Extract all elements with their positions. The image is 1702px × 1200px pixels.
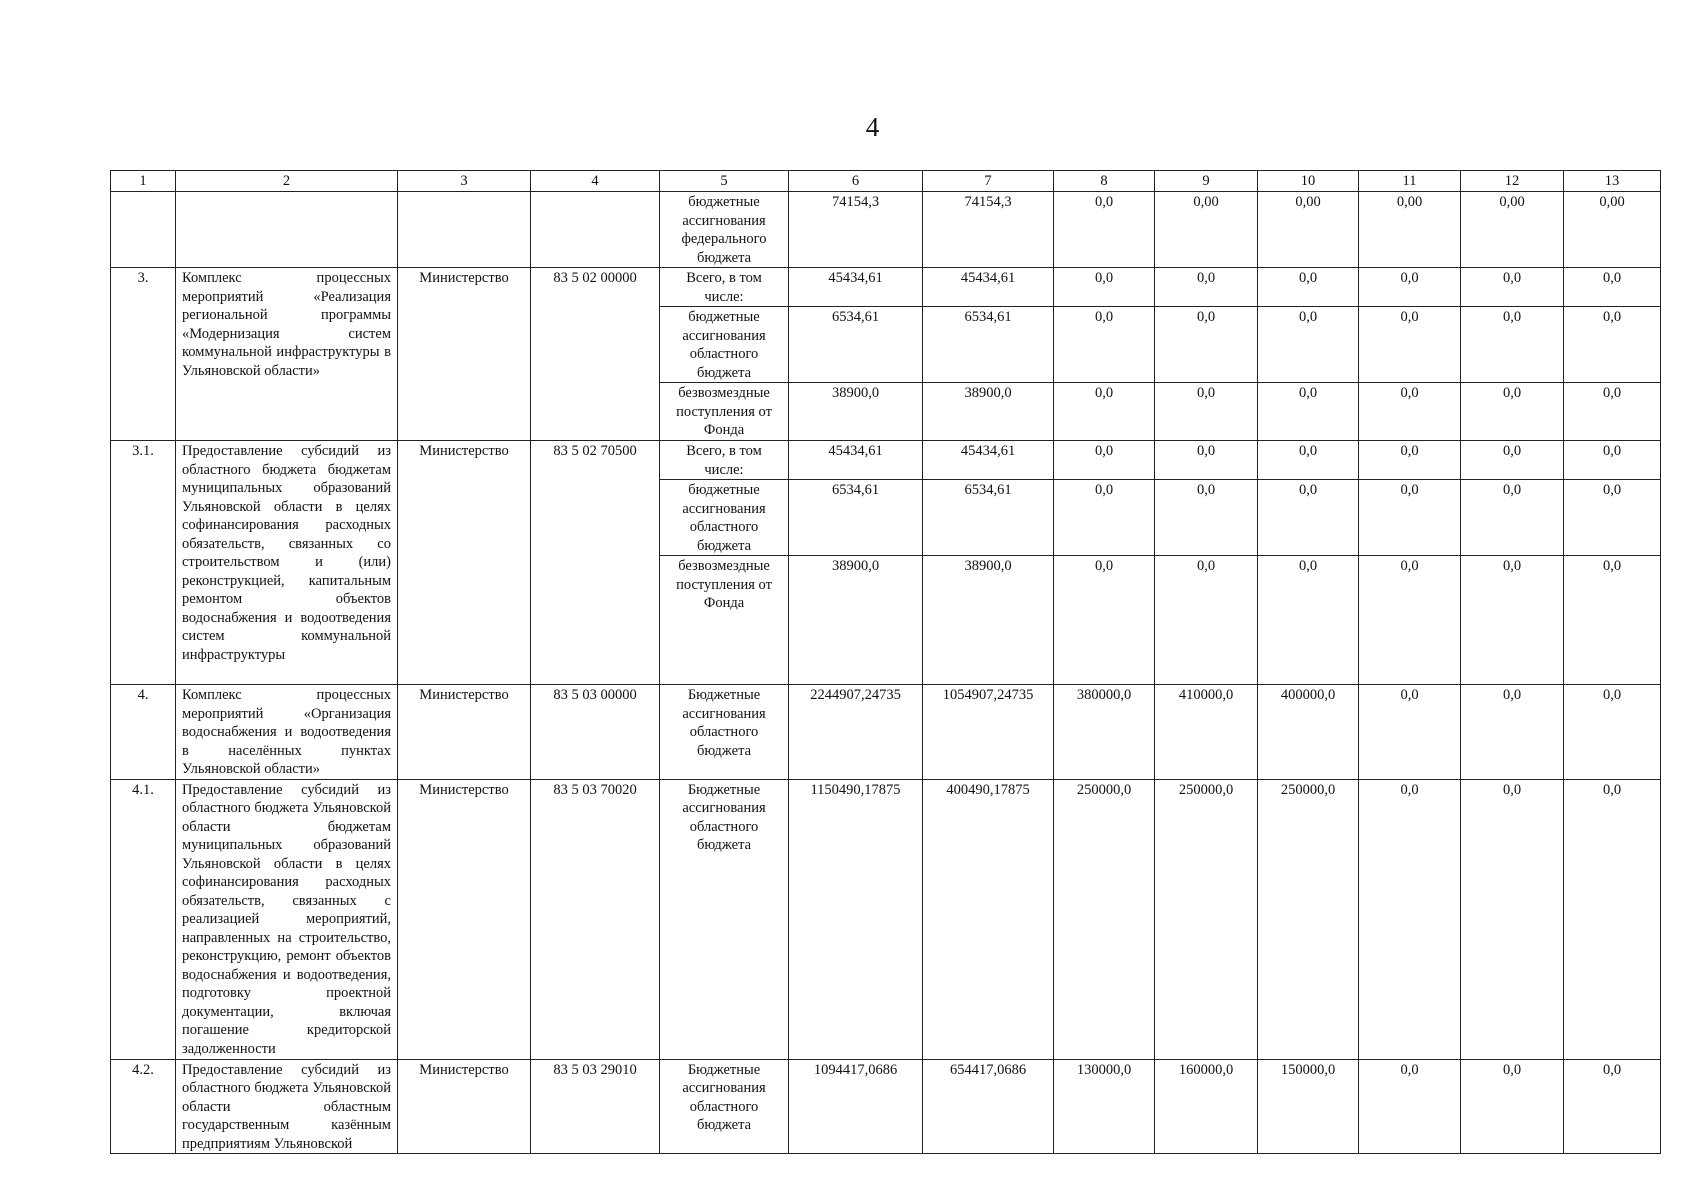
item-name: Предоставление субсидий из областного бюджета Ульяновской области областным государственным казённым предприятиям Ульяновской [176,1059,398,1154]
table-row [111,192,1661,268]
funding-source: бюджетные ассигнования федерального бюджета [660,192,789,268]
item-name: Предоставление субсидий из областного бюджета Ульяновской области бюджетам муниципальных образований Ульяновской области в целях софинансирования расходных обязательств, связанных с реализацией мероприятий, направленных на строительство, реконструкцию, ремонт объектов водоснабжения и водоотведения, подготовку проектной документации, включая погашение кредиторской задолженности [176,779,398,1059]
value-cell: 0,0 [1359,779,1461,1059]
value-cell: 0,00 [1258,192,1359,268]
value-cell: 0,0 [1054,307,1155,383]
value-cell: 0,0 [1054,556,1155,685]
budget-code: 83 5 02 00000 [531,268,660,441]
value-cell: 0,0 [1564,441,1661,480]
value-cell: 0,0 [1461,307,1564,383]
responsible: Министерство [398,441,531,685]
value-cell: 1054907,24735 [923,685,1054,780]
value-cell: 0,00 [1359,192,1461,268]
column-number: 9 [1155,171,1258,192]
value-cell: 45434,61 [789,268,923,307]
table-row [111,1059,1661,1154]
value-cell: 0,0 [1564,307,1661,383]
value-cell: 400490,17875 [923,779,1054,1059]
value-cell: 6534,61 [789,480,923,556]
value-cell: 0,0 [1461,383,1564,441]
value-cell: 654417,0686 [923,1059,1054,1154]
value-cell: 0,0 [1564,556,1661,685]
value-cell: 0,0 [1258,383,1359,441]
value-cell: 0,0 [1054,192,1155,268]
value-cell: 0,00 [1564,192,1661,268]
value-cell: 0,0 [1564,268,1661,307]
value-cell: 0,0 [1155,383,1258,441]
responsible: Министерство [398,1059,531,1154]
value-cell: 0,0 [1258,441,1359,480]
budget-table [110,170,1661,1154]
funding-source: Бюджетные ассигнования областного бюджета [660,1059,789,1154]
value-cell: 0,0 [1155,441,1258,480]
value-cell: 0,0 [1359,383,1461,441]
value-cell: 250000,0 [1054,779,1155,1059]
value-cell: 0,0 [1461,556,1564,685]
value-cell: 74154,3 [923,192,1054,268]
value-cell: 130000,0 [1054,1059,1155,1154]
funding-source: безвозмездные поступления от Фонда [660,383,789,441]
value-cell: 0,0 [1564,779,1661,1059]
page-number: 4 [865,112,880,142]
value-cell: 45434,61 [923,268,1054,307]
value-cell: 6534,61 [923,480,1054,556]
value-cell: 0,0 [1564,1059,1661,1154]
item-number: 3.1. [111,441,176,685]
value-cell: 0,0 [1054,480,1155,556]
item-name: Комплекс процессных мероприятий «Организация водоснабжения и водоотведения в населённых пунктах Ульяновской области» [176,685,398,780]
value-cell: 0,0 [1258,556,1359,685]
funding-source: бюджетные ассигнования областного бюджета [660,480,789,556]
item-number: 4.2. [111,1059,176,1154]
budget-code: 83 5 03 00000 [531,685,660,780]
value-cell: 410000,0 [1155,685,1258,780]
funding-source: безвозмездные поступления от Фонда [660,556,789,685]
item-number: 4. [111,685,176,780]
value-cell: 0,0 [1359,556,1461,685]
value-cell: 45434,61 [923,441,1054,480]
responsible: Министерство [398,685,531,780]
value-cell: 1150490,17875 [789,779,923,1059]
value-cell: 6534,61 [923,307,1054,383]
value-cell: 0,0 [1258,480,1359,556]
responsible: Министерство [398,268,531,441]
item-number: 3. [111,268,176,441]
value-cell: 0,0 [1359,685,1461,780]
item-name: Комплекс процессных мероприятий «Реализация региональной программы «Модернизация систем коммунальной инфраструктуры в Ульяновской области» [176,268,398,441]
funding-source: Бюджетные ассигнования областного бюджета [660,685,789,780]
column-number: 6 [789,171,923,192]
value-cell: 45434,61 [789,441,923,480]
value-cell: 0,0 [1359,1059,1461,1154]
item-number: 4.1. [111,779,176,1059]
column-number: 12 [1461,171,1564,192]
value-cell: 0,0 [1461,441,1564,480]
value-cell: 0,00 [1155,192,1258,268]
column-number: 5 [660,171,789,192]
column-number: 3 [398,171,531,192]
column-number: 2 [176,171,398,192]
budget-code [531,192,660,268]
value-cell: 250000,0 [1258,779,1359,1059]
value-cell: 0,0 [1258,307,1359,383]
value-cell: 0,00 [1461,192,1564,268]
item-name [176,192,398,268]
budget-code: 83 5 02 70500 [531,441,660,685]
value-cell: 0,0 [1359,307,1461,383]
value-cell: 0,0 [1359,441,1461,480]
value-cell: 0,0 [1054,383,1155,441]
value-cell: 0,0 [1461,1059,1564,1154]
funding-source: бюджетные ассигнования областного бюджета [660,307,789,383]
column-number: 1 [111,171,176,192]
value-cell: 1094417,0686 [789,1059,923,1154]
value-cell: 38900,0 [923,383,1054,441]
column-number: 4 [531,171,660,192]
value-cell: 250000,0 [1155,779,1258,1059]
value-cell: 0,0 [1258,268,1359,307]
column-number-row [111,171,1661,192]
table-row [111,685,1661,780]
value-cell: 6534,61 [789,307,923,383]
budget-code: 83 5 03 29010 [531,1059,660,1154]
table-row [111,779,1661,1059]
value-cell: 150000,0 [1258,1059,1359,1154]
value-cell: 0,0 [1054,268,1155,307]
value-cell: 0,0 [1155,556,1258,685]
responsible: Министерство [398,779,531,1059]
funding-source: Всего, в том числе: [660,441,789,480]
value-cell: 160000,0 [1155,1059,1258,1154]
table-row [111,441,1661,480]
value-cell: 0,0 [1461,268,1564,307]
value-cell: 0,0 [1155,307,1258,383]
value-cell: 0,0 [1155,268,1258,307]
value-cell: 38900,0 [789,556,923,685]
item-number [111,192,176,268]
value-cell: 0,0 [1564,383,1661,441]
funding-source: Всего, в том числе: [660,268,789,307]
value-cell: 74154,3 [789,192,923,268]
value-cell: 38900,0 [923,556,1054,685]
value-cell: 0,0 [1155,480,1258,556]
column-number: 7 [923,171,1054,192]
value-cell: 0,0 [1461,779,1564,1059]
value-cell: 0,0 [1359,268,1461,307]
column-number: 8 [1054,171,1155,192]
table-row [111,268,1661,307]
value-cell: 0,0 [1461,480,1564,556]
funding-source: Бюджетные ассигнования областного бюджета [660,779,789,1059]
budget-code: 83 5 03 70020 [531,779,660,1059]
value-cell: 38900,0 [789,383,923,441]
value-cell: 0,0 [1564,685,1661,780]
column-number: 11 [1359,171,1461,192]
value-cell: 0,0 [1359,480,1461,556]
column-number: 10 [1258,171,1359,192]
value-cell: 0,0 [1054,441,1155,480]
value-cell: 0,0 [1564,480,1661,556]
value-cell: 400000,0 [1258,685,1359,780]
value-cell: 2244907,24735 [789,685,923,780]
value-cell: 0,0 [1461,685,1564,780]
item-name: Предоставление субсидий из областного бюджета бюджетам муниципальных образований Ульяновской области в целях софинансирования расходных обязательств, связанных со строительством и (или) реконструкцией, капитальным ремонтом объектов водоснабжения и водоотведения систем коммунальной инфраструктуры [176,441,398,685]
value-cell: 380000,0 [1054,685,1155,780]
column-number: 13 [1564,171,1661,192]
responsible [398,192,531,268]
